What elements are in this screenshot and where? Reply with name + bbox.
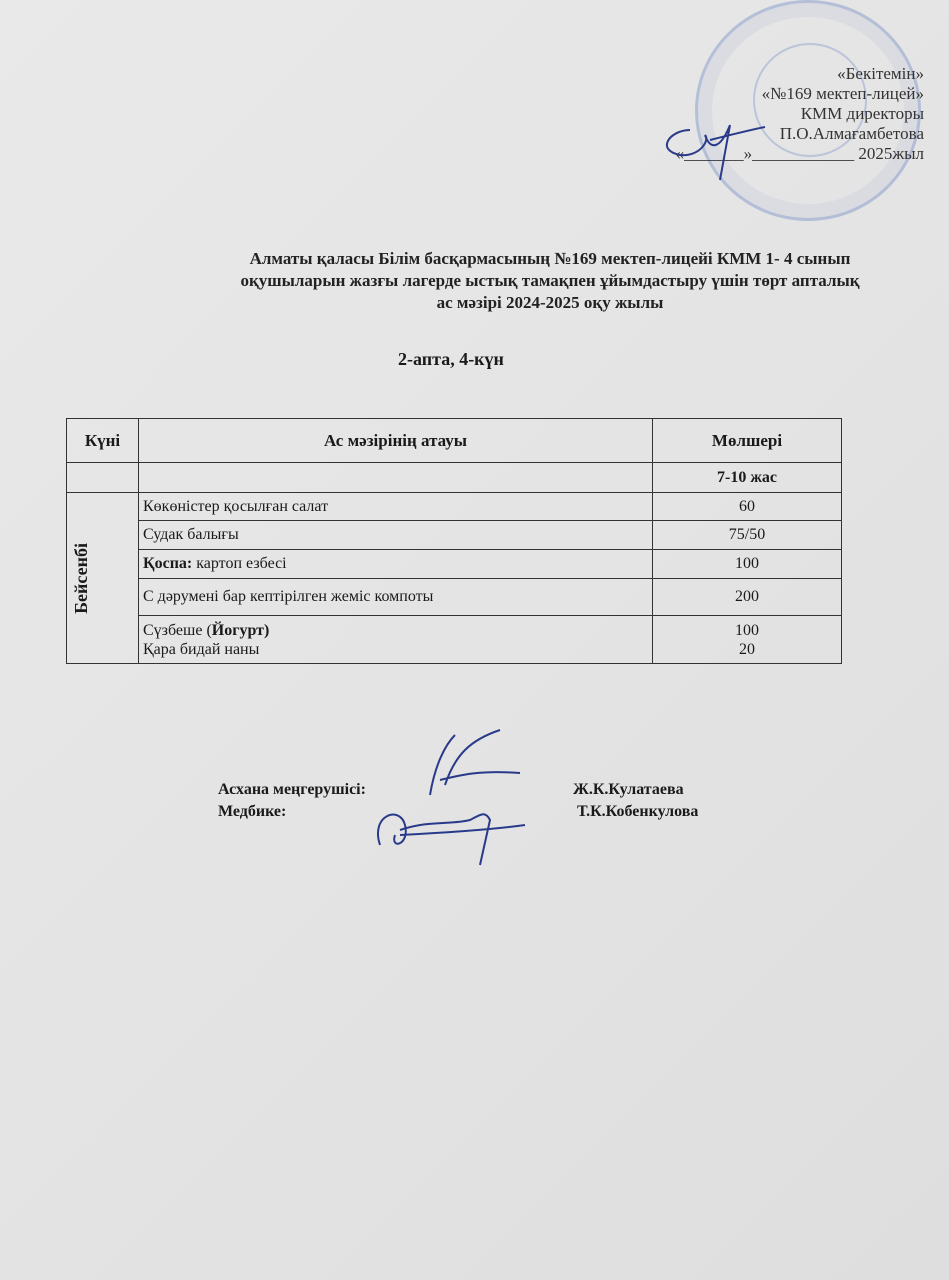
staff-signatures bbox=[360, 725, 540, 875]
table-row bbox=[67, 550, 842, 579]
table-header bbox=[67, 419, 842, 463]
title-line: оқушыларын жазғы лагерде ыстық тамақпен ұйымдастыру үшін төрт апталық bbox=[240, 271, 860, 290]
dish-label: картоп езбесі bbox=[192, 555, 287, 572]
approval-line: «№169 мектеп-лицей» bbox=[761, 84, 924, 103]
empty-cell bbox=[67, 463, 139, 493]
dish-amount: 100 bbox=[653, 550, 842, 579]
signature-roles bbox=[218, 779, 366, 823]
menu-table bbox=[66, 418, 842, 664]
role-nurse: Медбике: bbox=[218, 803, 287, 820]
title-line: Алматы қаласы Білім басқармасының №169 мектеп-лицейі КММ 1- 4 сынып bbox=[249, 249, 851, 268]
dish-name bbox=[139, 550, 653, 579]
dish-name: Көкөністер қосылған салат bbox=[139, 493, 653, 521]
approval-line: П.О.Алмағамбетова bbox=[779, 124, 924, 143]
dish-label: Қара бидай наны bbox=[143, 640, 260, 658]
approval-line: «_______»____________ 2025жыл bbox=[675, 144, 924, 163]
document-title bbox=[160, 248, 940, 314]
table-row bbox=[67, 579, 842, 616]
name-kitchen-head: Ж.К.Кулатаева bbox=[573, 781, 684, 798]
header-day: Күні bbox=[67, 419, 139, 463]
title-line: ас мәзірі 2024-2025 оқу жылы bbox=[436, 293, 664, 312]
dish-amount bbox=[653, 616, 842, 664]
dish-label-bold: Қоспа: bbox=[143, 555, 193, 572]
signature-names bbox=[573, 779, 698, 823]
dish-name: С дәрумені бар кептірілген жеміс компоты bbox=[139, 579, 653, 616]
dish-name: Судак балығы bbox=[139, 521, 653, 550]
table-row bbox=[67, 616, 842, 664]
dish-name bbox=[139, 616, 653, 664]
approval-line: КММ директоры bbox=[800, 104, 924, 123]
week-day-label: 2-апта, 4-күн bbox=[398, 349, 504, 369]
table-row bbox=[67, 521, 842, 550]
meal-day: Бейсенбі bbox=[71, 542, 91, 614]
age-group: 7-10 жас bbox=[653, 463, 842, 493]
dish-amount: 60 bbox=[653, 493, 842, 521]
dish-amount: 75/50 bbox=[653, 521, 842, 550]
name-nurse: Т.К.Кобенкулова bbox=[577, 803, 699, 820]
dish-label: Сүзбеше ( bbox=[143, 621, 212, 639]
approval-line: «Бекітемін» bbox=[837, 64, 924, 83]
amount-value: 100 bbox=[735, 621, 759, 639]
director-signature bbox=[650, 105, 770, 185]
header-menu-name: Ас мәзірінің атауы bbox=[139, 419, 653, 463]
age-row bbox=[67, 463, 842, 493]
dish-amount: 200 bbox=[653, 579, 842, 616]
amount-value: 20 bbox=[739, 640, 755, 658]
header-amount: Мөлшері bbox=[653, 419, 842, 463]
table-row bbox=[67, 493, 842, 521]
meal-day-cell bbox=[67, 493, 139, 664]
empty-cell bbox=[139, 463, 653, 493]
dish-label-bold: Йогурт) bbox=[211, 621, 270, 639]
role-kitchen-head: Асхана меңгерушісі: bbox=[218, 781, 366, 798]
